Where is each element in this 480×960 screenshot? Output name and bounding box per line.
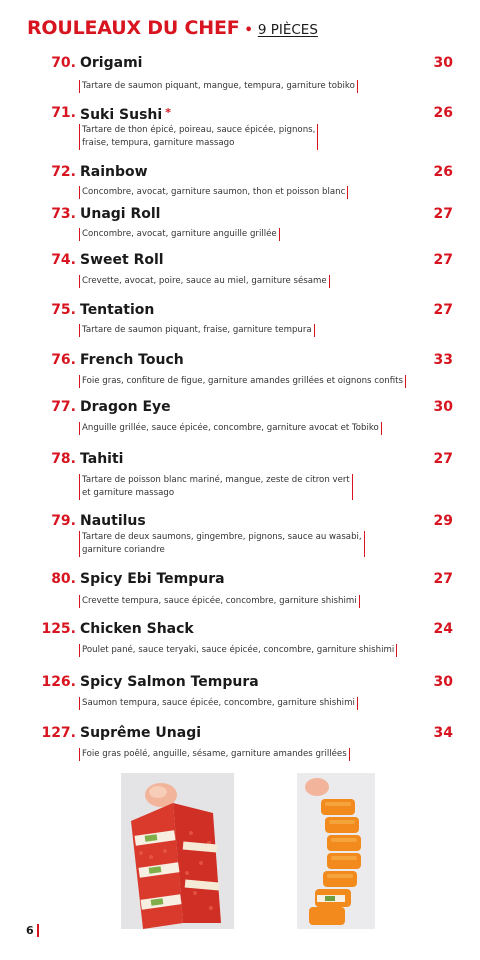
item-price: 30: [433, 399, 453, 415]
item-number: 126.: [41, 674, 76, 690]
item-name: Origami: [80, 55, 143, 71]
item-name: Sweet Roll: [80, 252, 164, 268]
item-number: 72.: [51, 164, 76, 180]
item-name: Unagi Roll: [80, 206, 161, 222]
item-description: Poulet pané, sauce teryaki, sauce épicée, concombre, garniture shishimi: [79, 644, 397, 657]
item-name: Suprême Unagi: [80, 725, 202, 741]
item-description: Tartare de saumon piquant, mangue, tempura, garniture tobiko: [79, 80, 358, 93]
item-number: 74.: [51, 252, 76, 268]
item-description: Crevette tempura, sauce épicée, concombre, garniture shishimi: [79, 595, 360, 608]
item-name: Nautilus: [80, 513, 146, 529]
item-name: Tahiti: [80, 451, 124, 467]
item-price: 27: [433, 206, 453, 222]
sushi-roll-image: [121, 773, 234, 929]
item-description: Saumon tempura, sauce épicée, concombre, garniture shishimi: [79, 697, 358, 710]
sushi-photo-right: [297, 773, 375, 929]
item-price: 30: [433, 674, 453, 690]
item-description: Concombre, avocat, garniture anguille grillée: [79, 228, 280, 241]
item-number: 77.: [51, 399, 76, 415]
photo-strip: [0, 773, 480, 933]
item-number: 76.: [51, 352, 76, 368]
item-description: Foie gras, confiture de figue, garniture amandes grillées et oignons confits: [79, 375, 406, 388]
sushi-photo-left: [121, 773, 234, 929]
item-price: 34: [433, 725, 453, 741]
item-description: Concombre, avocat, garniture saumon, thon et poisson blanc: [79, 186, 348, 199]
page-number: 6: [26, 924, 34, 937]
item-number: 71.: [51, 105, 76, 121]
section-subtitle: 9 PIÈCES: [257, 22, 318, 38]
item-description: Tartare de saumon piquant, fraise, garniture tempura: [79, 324, 315, 337]
item-description: Tartare de thon épicé, poireau, sauce épicée, pignons, fraise, tempura, garniture massago: [79, 124, 318, 150]
item-name: Tentation: [80, 302, 155, 318]
item-name: Chicken Shack: [80, 621, 194, 637]
item-description: Crevette, avocat, poire, sauce au miel, garniture sésame: [79, 275, 330, 288]
item-description: Anguille grillée, sauce épicée, concombre, garniture avocat et Tobiko: [79, 422, 382, 435]
item-number: 127.: [41, 725, 76, 741]
item-price: 33: [433, 352, 453, 368]
item-description: Foie gras poêlé, anguille, sésame, garniture amandes grillées: [79, 748, 350, 761]
item-name: Dragon Eye: [80, 399, 171, 415]
item-name: Suki Sushi: [80, 107, 163, 123]
item-price: 26: [433, 164, 453, 180]
item-price: 26: [433, 105, 453, 121]
item-name-wrap: [80, 104, 171, 124]
item-name: Rainbow: [80, 164, 148, 180]
item-name: Spicy Ebi Tempura: [80, 571, 225, 587]
item-number: 73.: [51, 206, 76, 222]
section-title: ROULEAUX DU CHEF: [27, 17, 240, 39]
item-number: 78.: [51, 451, 76, 467]
star-marker: *: [165, 106, 171, 119]
item-description: Tartare de deux saumons, gingembre, pignons, sauce au wasabi, garniture coriandre: [79, 531, 365, 557]
item-price: 27: [433, 252, 453, 268]
section-header: [27, 17, 318, 39]
item-number: 70.: [51, 55, 76, 71]
item-price: 27: [433, 451, 453, 467]
page-number-bar: [37, 924, 39, 937]
sushi-roll-image: [297, 773, 375, 929]
item-number: 75.: [51, 302, 76, 318]
item-number: 125.: [41, 621, 76, 637]
item-description: Tartare de poisson blanc mariné, mangue, zeste de citron vert et garniture massago: [79, 474, 353, 500]
item-number: 80.: [51, 571, 76, 587]
item-name: Spicy Salmon Tempura: [80, 674, 259, 690]
item-number: 79.: [51, 513, 76, 529]
bullet-dot: •: [244, 23, 253, 38]
item-price: 27: [433, 302, 453, 318]
item-price: 27: [433, 571, 453, 587]
item-price: 24: [433, 621, 453, 637]
item-name: French Touch: [80, 352, 184, 368]
item-price: 30: [433, 55, 453, 71]
item-price: 29: [433, 513, 453, 529]
